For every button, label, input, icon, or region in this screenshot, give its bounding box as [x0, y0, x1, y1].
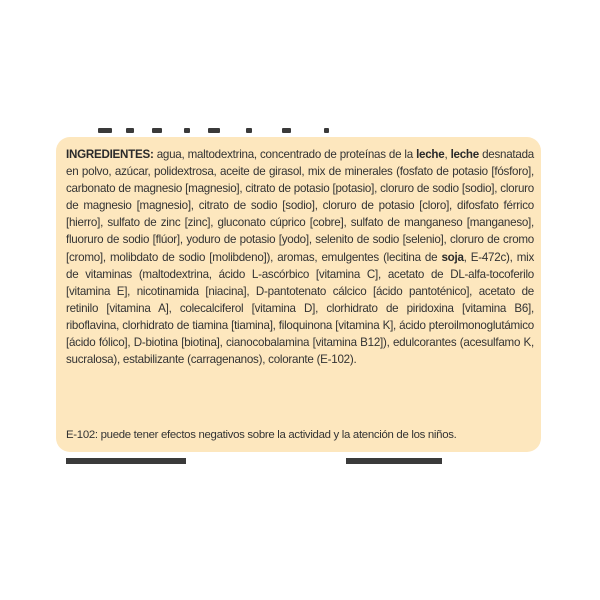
allergen-leche: leche	[450, 148, 479, 161]
allergen-soja: soja	[441, 250, 464, 264]
ingredients-heading: INGREDIENTES:	[66, 148, 154, 161]
ingredients-text-part1: agua, maltodextrina, concentrado de proteínas de la	[153, 148, 417, 161]
cropped-text-bottom-right	[346, 458, 442, 465]
ingredients-text	[66, 146, 534, 368]
ingredients-text-part2: desnatada en polvo, azúcar, polidextrosa, aceite de girasol, mix de minerales (fosfato de potasio [fósforo], carbonato de magnesio [magnesio], citrato de potasio [potasio], cloruro de sodio [sodio], cloruro de magnesio [magnesio], citrato de sodio [sodio], cloruro de potasio [cloro], difosfato férrico [hierro], sulfato de zinc [zinc], gluconato cúprico [cobre], sulfato de manganeso [manganeso], fluoruro de sodio [flúor], yoduro de potasio [yodo], selenito de sodio [selenio], cloruro de cromo [cromo], molibdato de sodio [molibdeno]), aromas, emulgentes (lecitina de	[66, 148, 534, 264]
ingredients-separator: ,	[444, 148, 451, 161]
allergen-leche: leche	[416, 148, 445, 161]
cropped-text-top	[96, 122, 356, 136]
cropped-text-bottom-left	[66, 458, 186, 465]
ingredients-text-part3: , E-472c), mix de vitaminas (maltodextrina, ácido L-ascórbico [vitamina C], acetato de DL-alfa-tocoferilo [vitamina E], nicotinamida [niacina], D-pantotenato cálcico [ácido pantoténico], acetato de retinilo [vitamina A], colecalciferol [vitamina D], clorhidrato de piridoxina [vitamina B6], riboflavina, clorhidrato de tiamina [tiamina], filoquinona [vitamina K], ácido pteroilmonoglutámico [ácido fólico], D-biotina [biotina], cianocobalamina [vitamina B12]), edulcorantes (acesulfamo K, sucralosa), estabilizante (carragenanos), colorante (E-102).	[66, 250, 535, 367]
colorant-warning: E-102: puede tener efectos negativos sobre la actividad y la atención de los niños.	[66, 429, 457, 441]
